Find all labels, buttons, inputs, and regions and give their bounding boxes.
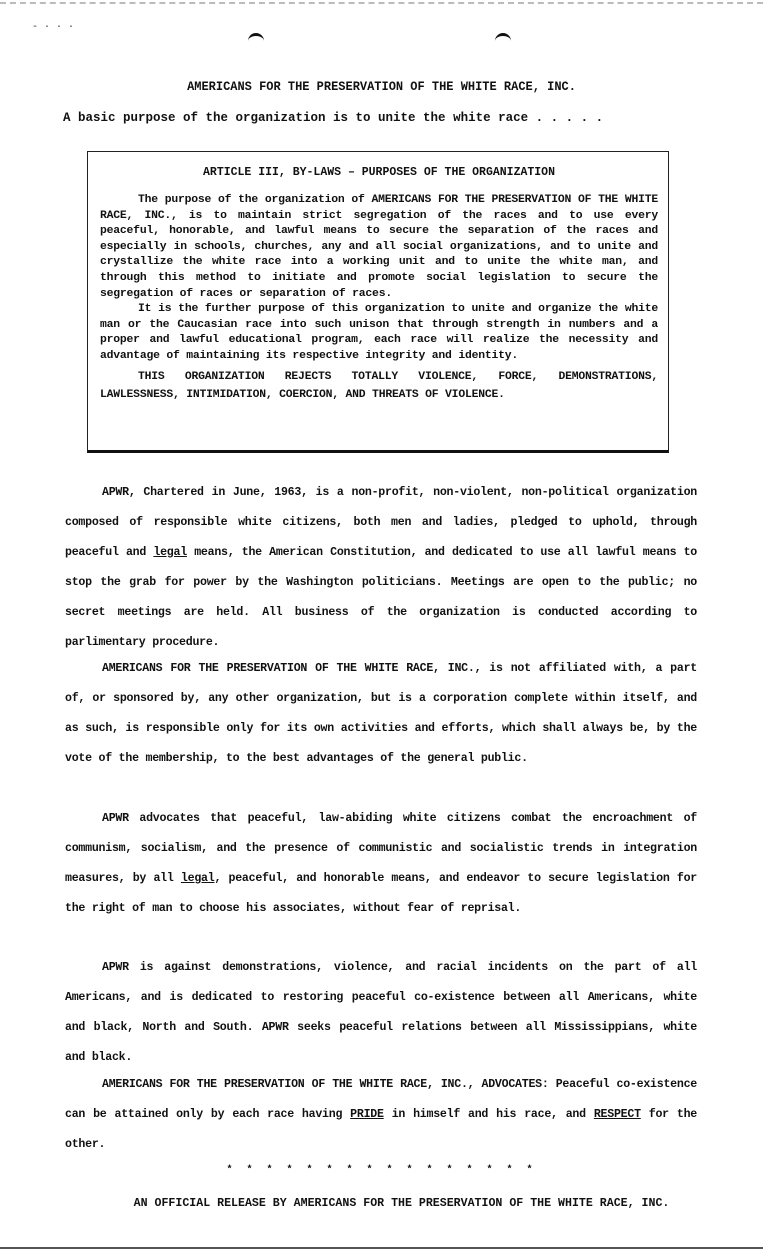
underlined-word: legal [180, 872, 215, 885]
text: AMERICANS FOR THE PRESERVATION OF THE WHITE RACE, INC., ADVOCATES: Peaceful co-existence can be attained only by each race having [65, 1078, 697, 1121]
footer-release-line: AN OFFICIAL RELEASE BY AMERICANS FOR THE PRESERVATION OF THE WHITE RACE, INC. [133, 1197, 670, 1210]
punch-hole-mark [495, 33, 511, 44]
text: in himself and his race, and [383, 1108, 594, 1121]
text: , peaceful, and honorable means, and endeavor to secure legislation for the right of man to choose his associates, without fear of reprisal. [65, 872, 697, 915]
document-title: AMERICANS FOR THE PRESERVATION OF THE WHITE RACE, INC. [187, 79, 576, 95]
text: for the other. [65, 1108, 697, 1151]
advocates-paragraph [65, 1070, 697, 1160]
bylaws-title: ARTICLE III, BY-LAWS – PURPOSES OF THE ORGANIZATION [203, 166, 555, 179]
separator-stars: * * * * * * * * * * * * * * * * [226, 1165, 537, 1176]
bylaws-box [87, 151, 669, 453]
bylaws-paragraph: The purpose of the organization of AMERICANS FOR THE PRESERVATION OF THE WHITE RACE, INC., is to maintain strict segregation of the races and to use every peaceful, honorable, and lawful means to secure the separation of the races and especially in schools, churches, any and all social organizations, and to unite and crystallize the white race into a working unit and to unite the white man, and through this method to initiate and promote social legislation to secure the segregation of races or separation of races. [100, 194, 658, 300]
text: APWR advocates that peaceful, law-abiding white citizens combat the encroachment of communism, socialism, and the presence of communistic and socialistic trends in integration measures, by all [65, 812, 697, 885]
text: AMERICANS FOR THE PRESERVATION OF THE WHITE RACE, INC., is not affiliated with, a part of, or sponsored by, any other organization, but is a corporation complete within itself, and as such, is responsible only for its own activities and efforts, which shall always be, by the vote of the membership, to the best advantages of the general public. [65, 662, 697, 765]
bylaws-paragraph: THIS ORGANIZATION REJECTS TOTALLY VIOLENCE, FORCE, DEMONSTRATIONS, LAWLESSNESS, INTIMIDATION, COERCION, AND THREATS OF VIOLENCE. [100, 370, 658, 401]
scan-edge-top [0, 2, 763, 4]
text: APWR is against demonstrations, violence, and racial incidents on the part of all Americans, and is dedicated to restoring peaceful co-existence between all Americans, white and black, North and South. APWR seeks peaceful relations between all Mississippians, white and black. [65, 961, 697, 1064]
body-paragraph [65, 804, 697, 924]
text: means, the American Constitution, and dedicated to use all lawful means to stop the grab for power by the Washington politicians. Meetings are open to the public; no secret meetings are held. All business of the organization is conducted according to parlimentary procedure. [65, 546, 697, 649]
body-paragraph [65, 953, 697, 1073]
bylaws-paragraph: It is the further purpose of this organization to unite and organize the white man or the Caucasian race into such unison that through strength in numbers and a proper and lawful educational program, each race will realize the necessity and advantage of maintaining its respective integrity and identity. [100, 303, 658, 362]
scan-speck: - · · · [32, 22, 75, 33]
body-paragraph [65, 654, 697, 774]
underlined-word: PRIDE [350, 1108, 384, 1121]
underlined-word: legal [153, 546, 187, 559]
punch-hole-mark [248, 33, 264, 44]
text: APWR, Chartered in June, 1963, is a non-profit, non-violent, non-political organization composed of responsible white citizens, both men and ladies, pledged to uphold, through peaceful and [65, 486, 697, 559]
intro-line: A basic purpose of the organization is to unite the white race . . . . . [63, 111, 604, 125]
underlined-word: RESPECT [593, 1108, 641, 1121]
scan-edge-bottom [0, 1247, 763, 1249]
body-paragraph [65, 478, 697, 658]
